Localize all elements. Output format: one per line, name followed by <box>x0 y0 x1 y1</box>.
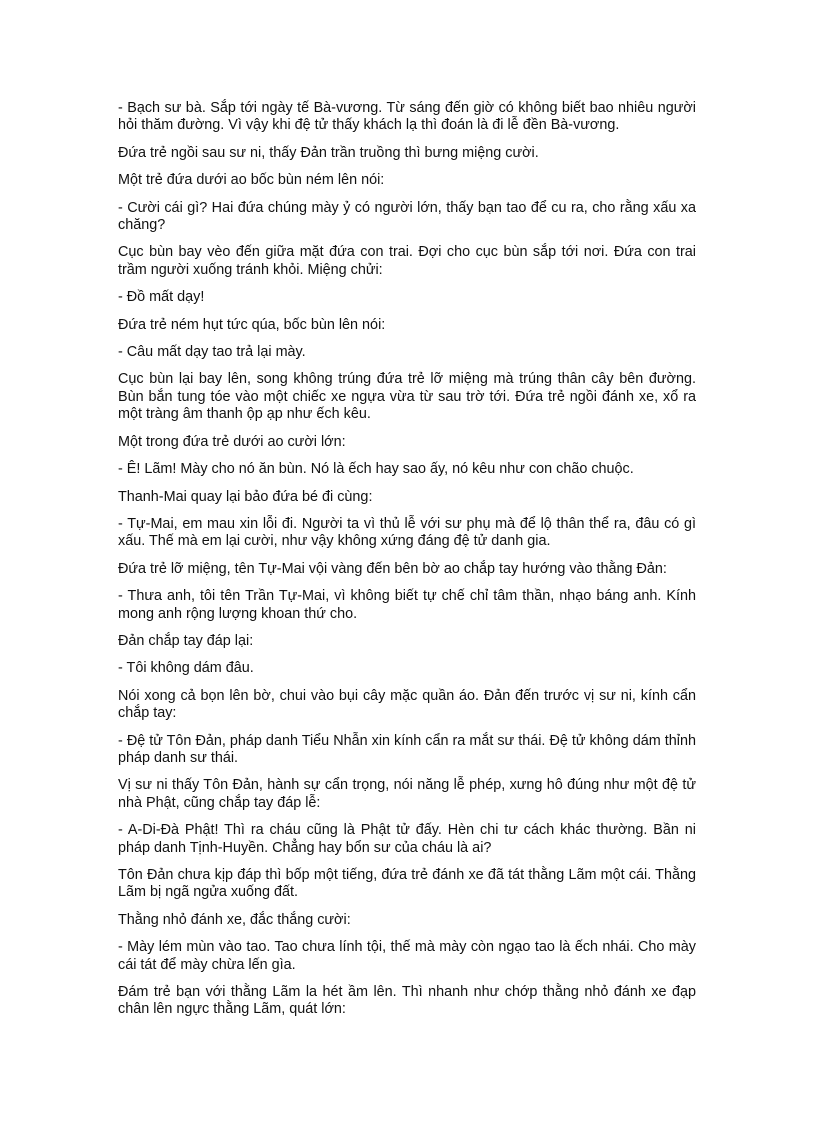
paragraph: Một trẻ đứa dưới ao bốc bùn ném lên nói: <box>118 172 385 189</box>
paragraph: - Thưa anh, tôi tên Trần Tự-Mai, vì không biết tự chế chỉ tâm thần, nhạo báng anh. Kính mong anh rộng lượng khoan thứ cho. <box>118 588 696 622</box>
paragraph: - A-Di-Đà Phật! Thì ra cháu cũng là Phật tử đấy. Hèn chi tư cách khác thường. Bần ni pháp danh Tịnh-Huyền. Chẳng hay bổn sư của cháu là ai? <box>118 822 696 856</box>
paragraph: - Tự-Mai, em mau xin lỗi đi. Người ta vì thủ lễ với sư phụ mà để lộ thân thể ra, đâu có gì xấu. Thế mà em lại cười, như vậy không xứng đáng đệ tử danh gia. <box>118 515 696 550</box>
paragraph: - Mày lém mùn vào tao. Tao chưa lính tội, thế mà mày còn ngạo tao là ếch nhái. Cho mày cái tát để mày chừa lến gìa. <box>118 939 696 973</box>
paragraph: - Ê! Lãm! Mày cho nó ăn bùn. Nó là ếch hay sao ấy, nó kêu như con chão chuộc. <box>118 461 634 478</box>
paragraph: Đứa trẻ lỡ miệng, tên Tự-Mai vội vàng đến bên bờ ao chắp tay hướng vào thằng Đản: <box>118 560 667 577</box>
paragraph: Vị sư ni thấy Tôn Đản, hành sự cẩn trọng, nói năng lễ phép, xưng hô đúng như một đệ tử nhà Phật, cũng chắp tay đáp lễ: <box>118 777 696 811</box>
paragraph: - Đệ tử Tôn Đản, pháp danh Tiểu Nhẫn xin kính cẩn ra mắt sư thái. Đệ tử không dám thỉnh pháp danh sư thái. <box>118 732 696 766</box>
paragraph: Thằng nhỏ đánh xe, đắc thắng cười: <box>118 911 351 928</box>
paragraph: - Đồ mất dạy! <box>118 289 205 306</box>
paragraph: - Tôi không dám đâu. <box>118 660 254 677</box>
paragraph: Đứa trẻ ngồi sau sư ni, thấy Đản trần truồng thì bưng miệng cười. <box>118 144 539 161</box>
paragraph: Đản chắp tay đáp lại: <box>118 632 254 649</box>
paragraph: Nói xong cả bọn lên bờ, chui vào bụi cây mặc quần áo. Đản đến trước vị sư ni, kính cẩn chắp tay: <box>118 687 696 722</box>
paragraph: Một trong đứa trẻ dưới ao cười lớn: <box>118 433 346 450</box>
paragraph: Tôn Đản chưa kịp đáp thì bốp một tiếng, đứa trẻ đánh xe đã tát thằng Lãm một cái. Thằng Lãm bị ngã ngửa xuống đất. <box>118 867 696 901</box>
paragraph: - Câu mất dạy tao trả lại mày. <box>118 344 306 361</box>
document-page <box>118 100 696 1029</box>
paragraph: Cục bùn bay vèo đến giữa mặt đứa con trai. Đợi cho cục bùn sắp tới nơi. Đứa con trai trầm người xuống tránh khỏi. Miệng chửi: <box>118 244 696 278</box>
paragraph: Đám trẻ bạn với thằng Lãm la hét ầm lên. Thì nhanh như chớp thằng nhỏ đánh xe đạp chân lên ngực thằng Lãm, quát lớn: <box>118 984 696 1018</box>
paragraph: - Cười cái gì? Hai đứa chúng mày ỷ có người lớn, thấy bạn tao để cu ra, cho rằng xấu xa chăng? <box>118 199 696 234</box>
paragraph: Cục bùn lại bay lên, song không trúng đứa trẻ lỡ miệng mà trúng thân cây bên đường. Bùn bắn tung tóe vào một chiếc xe ngựa vừa từ sau trờ tới. Đứa trẻ ngồi đánh xe, xổ ra một tràng âm thanh ộp ạp như ếch kêu. <box>118 371 696 423</box>
paragraph: - Bạch sư bà. Sắp tới ngày tế Bà-vương. Từ sáng đến giờ có không biết bao nhiêu người hỏi thăm đường. Vì vậy khi đệ tử thấy khách lạ thì đoán là đi lễ đền Bà-vương. <box>118 100 696 134</box>
paragraph: Thanh-Mai quay lại bảo đứa bé đi cùng: <box>118 488 373 505</box>
paragraph: Đứa trẻ ném hụt tức qúa, bốc bùn lên nói: <box>118 316 386 333</box>
